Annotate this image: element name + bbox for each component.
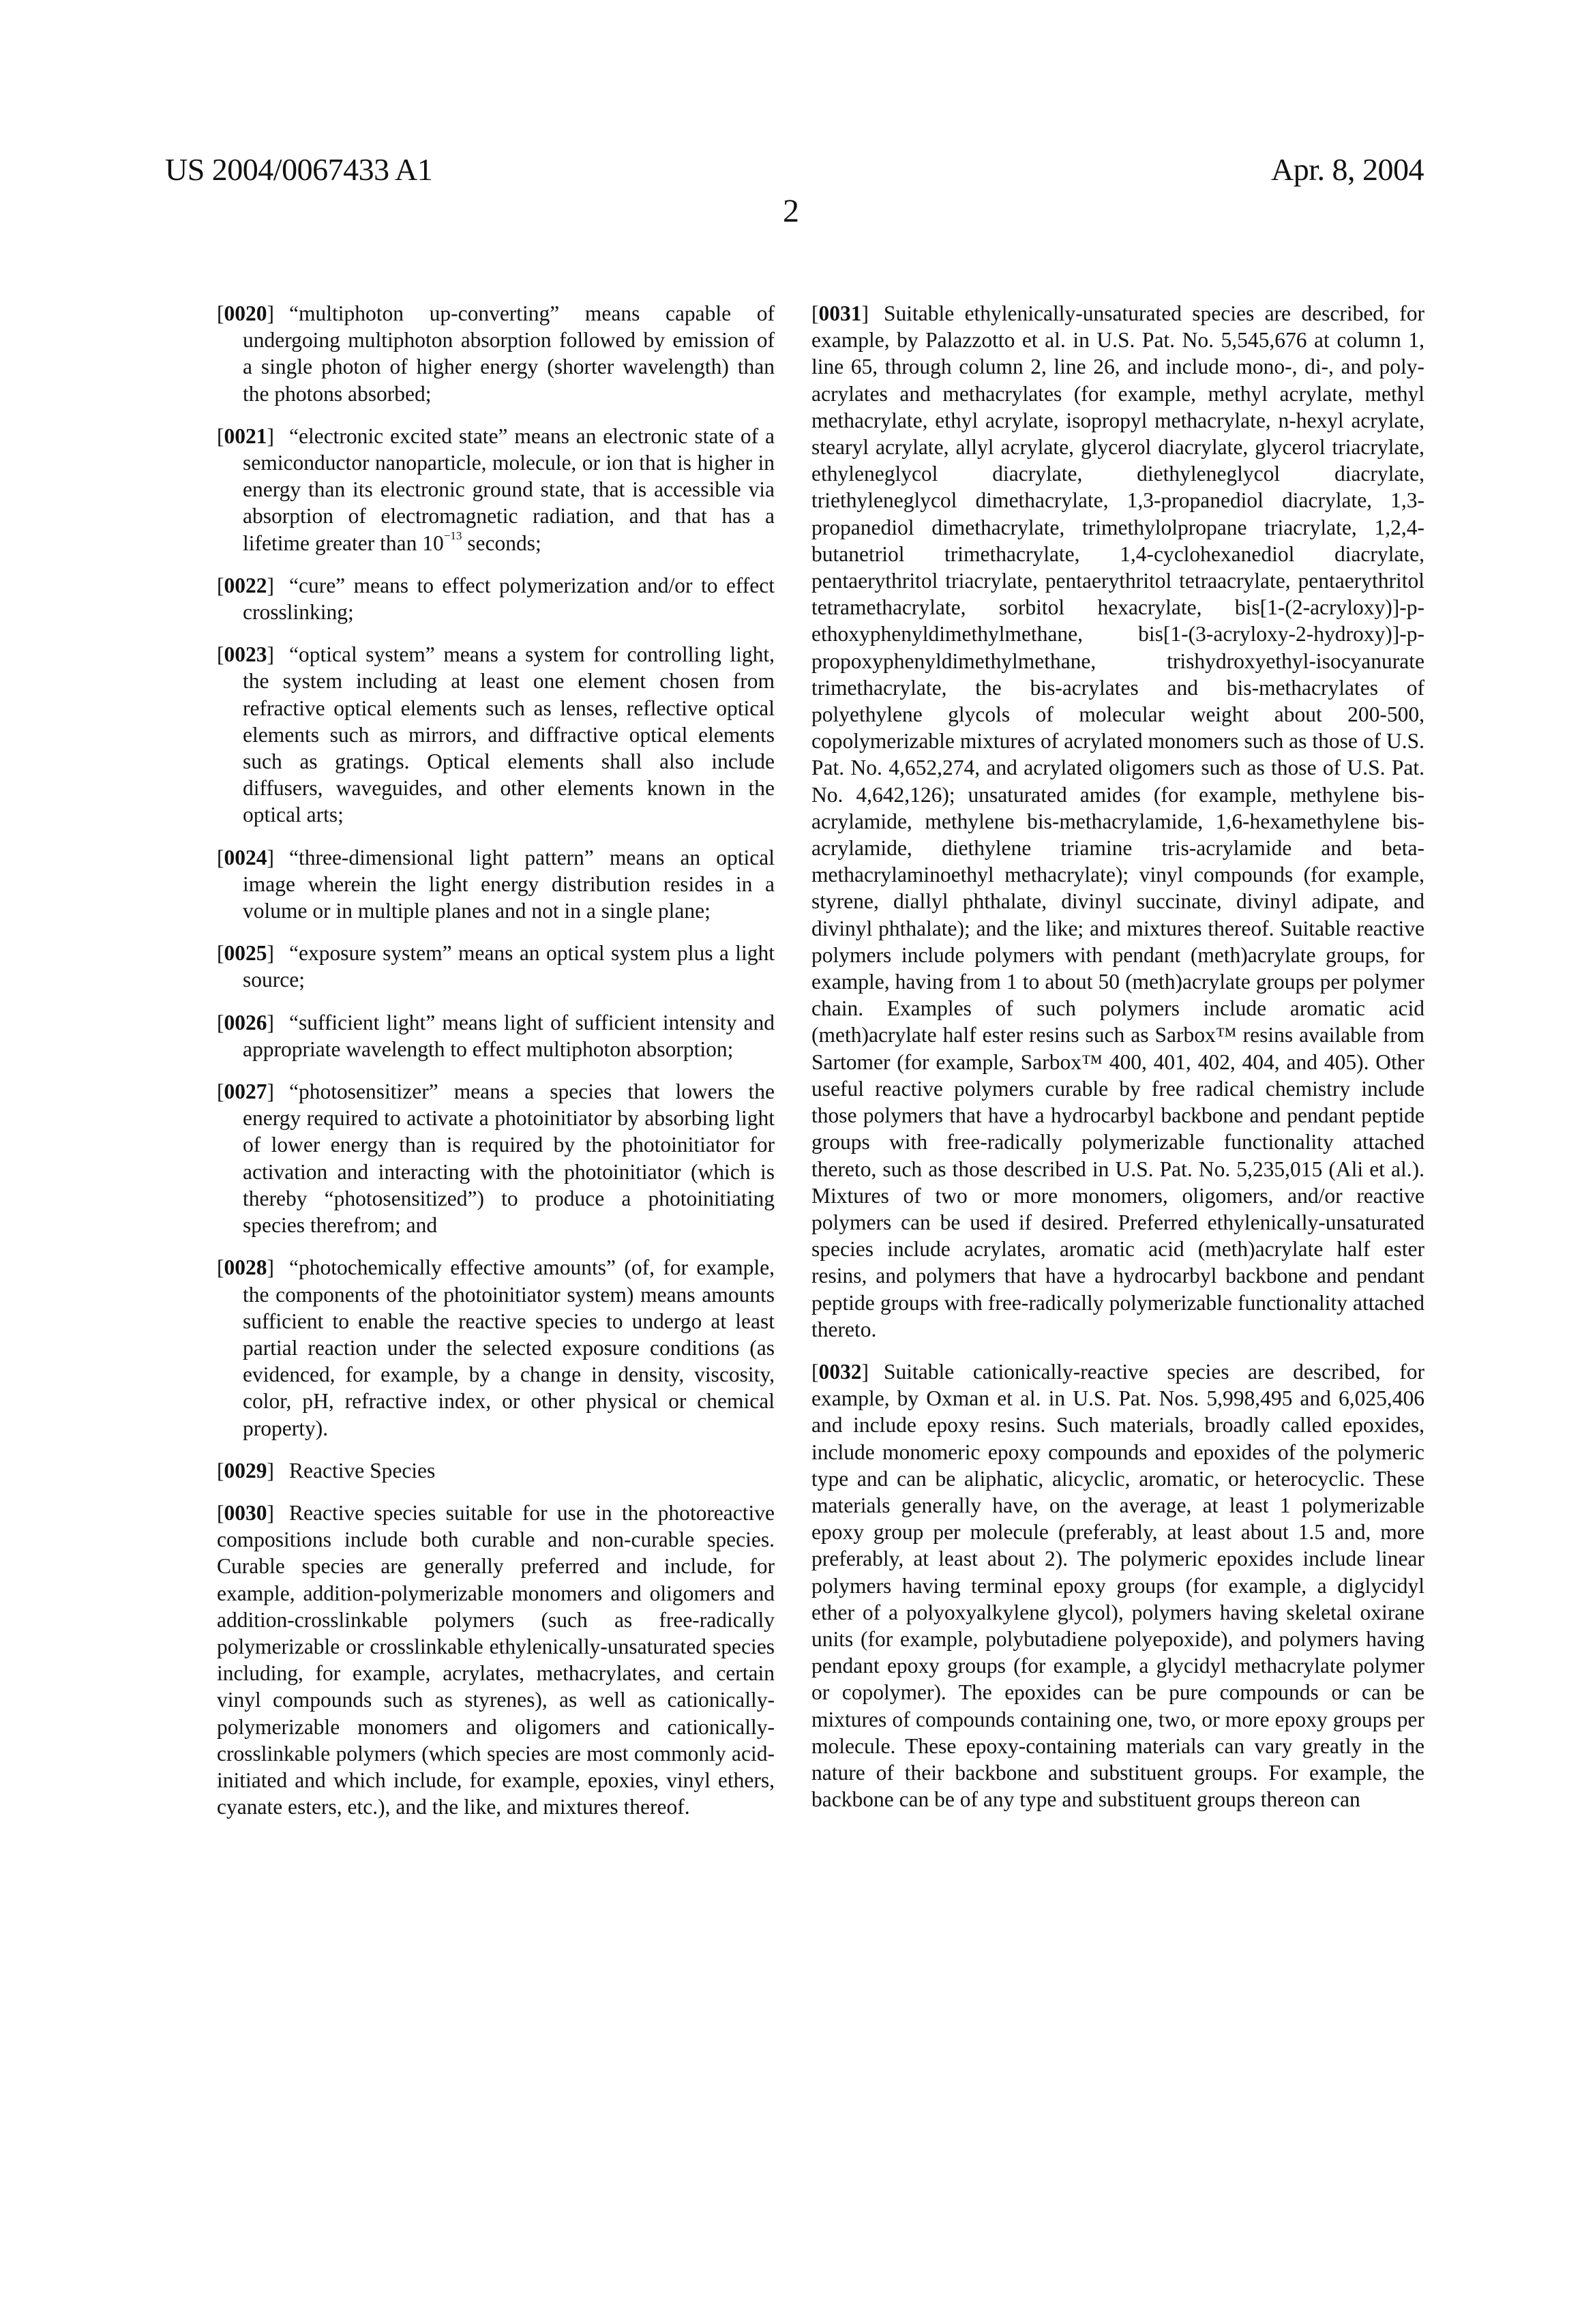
paragraph-0027 — [217, 1078, 775, 1238]
paragraph-number: [0027] — [217, 1079, 274, 1104]
paragraph-text: Reactive Species — [289, 1458, 436, 1483]
page-number: 2 — [783, 193, 799, 229]
paragraph-text: “optical system” means a system for controlling light, the system including at least one element chosen from refractive optical elements such as lenses, reflective optical elements such as mirrors, and diffractive optical elements such as gratings. Optical elements shall also include diffusers, waveguides, and other elements known in the optical arts; — [243, 642, 775, 827]
paragraph-0029 — [217, 1457, 775, 1484]
paragraph-0024 — [217, 844, 775, 925]
paragraph-text: “three-dimensional light pattern” means an optical image wherein the light energy distribution resides in a volume or in multiple planes and not in a single plane; — [243, 845, 775, 923]
paragraph-text: “sufficient light” means light of sufficient intensity and appropriate wavelength to effect multiphoton absorption; — [243, 1010, 775, 1061]
paragraph-number: [0020] — [217, 301, 274, 325]
paragraph-number: [0030] — [217, 1500, 274, 1525]
paragraph-text: “electronic excited state” means an electronic state of a semiconductor nanoparticle, molecule, or ion that is higher in energy than its electronic ground state, that is accessible via absorption of electromagnetic radiation, and that has a lifetime greater than 10 — [243, 423, 775, 555]
paragraph-number: [0031] — [811, 301, 869, 325]
paragraph-text: Suitable ethylenically-unsaturated species are described, for example, by Palazzotto et al. in U.S. Pat. No. 5,545,676 at column 1, line 65, through column 2, line 26, and include mono-, di-, and poly-acrylates and methacrylates (for example, methyl acrylate, methyl methacrylate, ethyl acrylate, isopropyl methacrylate, n-hexyl acrylate, stearyl acrylate, allyl acrylate, glycerol diacrylate, glycerol triacrylate, ethyleneglycol diacrylate, diethyleneglycol diacrylate, triethyleneglycol dimethacrylate, 1,3-propanediol diacrylate, 1,3-propanediol dimethacrylate, trimethylolpropane triacrylate, 1,2,4-butanetriol trimethacrylate, 1,4-cyclohexanediol diacrylate, pentaerythritol triacrylate, pentaerythritol tetraacrylate, pentaerythritol tetramethacrylate, sorbitol hexacrylate, bis[1-(2-acryloxy)]-p-ethoxyphenyldimethylmethane, bis[1-(3-acryloxy-2-hydroxy)]-p-propoxyphenyldimethylmethane, trishydroxyethyl-isocyanurate trimethacrylate, the bis-acrylates and bis-methacrylates of polyethylene glycols of molecular weight about 200-500, copolymerizable mixtures of acrylated monomers such as those of U.S. Pat. No. 4,652,274, and acrylated oligomers such as those of U.S. Pat. No. 4,642,126); unsaturated amides (for example, methylene bis-acrylamide, methylene bis-methacrylamide, 1,6-hexamethylene bis-acrylamide, diethylene triamine tris-acrylamide and beta-methacrylaminoethyl methacrylate); vinyl compounds (for example, styrene, diallyl phthalate, divinyl succinate, divinyl adipate, and divinyl phthalate); and the like; and mixtures thereof. Suitable reactive polymers include polymers with pendant (meth)acrylate groups, for example, having from 1 to about 50 (meth)acrylate groups per polymer chain. Examples of such polymers include aromatic acid (meth)acrylate half ester resins such as Sarbox™ resins available from Sartomer (for example, Sarbox™ 400, 401, 402, 404, and 405). Other useful reactive polymers curable by free radical chemistry include those polymers that have a hydrocarbyl backbone and pendant peptide groups with free-radically polymerizable functionality attached thereto, such as those described in U.S. Pat. No. 5,235,015 (Ali et al.). Mixtures of two or more monomers, oligomers, and/or reactive polymers can be used if desired. Preferred ethylenically-unsaturated species include acrylates, aromatic acid (meth)acrylate half ester resins, and polymers that have a hydrocarbyl backbone and pendant peptide groups with free-radically polymerizable functionality attached thereto. — [811, 301, 1424, 1341]
paragraph-number: [0021] — [217, 423, 274, 448]
paragraph-number: [0032] — [811, 1359, 869, 1384]
exponent: −13 — [443, 528, 462, 542]
paragraph-number: [0023] — [217, 642, 274, 667]
paragraph-0021 — [217, 423, 775, 556]
paragraph-0022 — [217, 572, 775, 625]
paragraph-number: [0026] — [217, 1010, 274, 1034]
paragraph-0032 — [811, 1358, 1424, 1813]
paragraph-0028 — [217, 1254, 775, 1441]
paragraph-number: [0024] — [217, 845, 274, 869]
paragraph-number: [0022] — [217, 573, 274, 597]
right-column — [811, 300, 1424, 1828]
publication-date: Apr. 8, 2004 — [1271, 152, 1424, 187]
paragraph-number: [0029] — [217, 1458, 274, 1483]
paragraph-text: “cure” means to effect polymerization and/or to effect crosslinking; — [243, 573, 775, 625]
paragraph-number: [0028] — [217, 1255, 274, 1280]
paragraph-0020 — [217, 300, 775, 407]
paragraph-text: “multiphoton up-converting” means capable of undergoing multiphoton absorption followed by emission of a single photon of higher energy (shorter wavelength) than the photons absorbed; — [243, 301, 775, 406]
paragraph-text-continued: seconds; — [462, 531, 541, 555]
paragraph-0025 — [217, 940, 775, 993]
paragraph-text: “exposure system” means an optical system plus a light source; — [243, 941, 775, 992]
publication-number: US 2004/0067433 A1 — [165, 152, 433, 187]
paragraph-text: “photosensitizer” means a species that lowers the energy required to activate a photoinitiator by absorbing light of lower energy than is required by the photoinitiator for activation and interacting with the photoinitiator (which is thereby “photosensitized”) to produce a photoinitiating species therefrom; and — [243, 1079, 775, 1238]
left-column — [217, 300, 775, 1836]
paragraph-text: “photochemically effective amounts” (of, for example, the components of the photoinitiator system) means amounts sufficient to enable the reactive species to undergo at least partial reaction under the selected exposure conditions (as evidenced, for example, by a change in density, viscosity, color, pH, refractive index, or other physical or chemical property). — [243, 1255, 775, 1440]
paragraph-0023 — [217, 641, 775, 828]
paragraph-0026 — [217, 1009, 775, 1062]
paragraph-number: [0025] — [217, 941, 274, 966]
paragraph-0030 — [217, 1500, 775, 1820]
paragraph-text: Suitable cationically-reactive species are described, for example, by Oxman et al. in U.S. Pat. Nos. 5,998,495 and 6,025,406 and include epoxy resins. Such materials, broadly called epoxides, include monomeric epoxy compounds and epoxides of the polymeric type and can be aliphatic, alicyclic, aromatic, or heterocyclic. These materials generally have, on the average, at least 1 polymerizable epoxy group per molecule (preferably, at least about 1.5 and, more preferably, at least about 2). The polymeric epoxides include linear polymers having terminal epoxy groups (for example, a diglycidyl ether of a polyoxyalkylene glycol), polymers having skeletal oxirane units (for example, polybutadiene polyepoxide), and polymers having pendant epoxy groups (for example, a glycidyl methacrylate polymer or copolymer). The epoxides can be pure compounds or can be mixtures of compounds containing one, two, or more epoxy groups per molecule. These epoxy-containing materials can vary greatly in the nature of their backbone and substituent groups. For example, the backbone can be of any type and substituent groups thereon can — [811, 1359, 1424, 1812]
paragraph-0031 — [811, 300, 1424, 1343]
paragraph-text: Reactive species suitable for use in the photoreactive compositions include both curable and non-curable species. Curable species are generally preferred and include, for example, addition-polymerizable monomers and oligomers and addition-crosslinkable polymers (such as free-radically polymerizable or crosslinkable ethylenically-unsaturated species including, for example, acrylates, methacrylates, and certain vinyl compounds such as styrenes), as well as cationically-polymerizable monomers and oligomers and cationically-crosslinkable polymers (which species are most commonly acid-initiated and which include, for example, epoxies, vinyl ethers, cyanate esters, etc.), and the like, and mixtures thereof. — [217, 1500, 775, 1819]
